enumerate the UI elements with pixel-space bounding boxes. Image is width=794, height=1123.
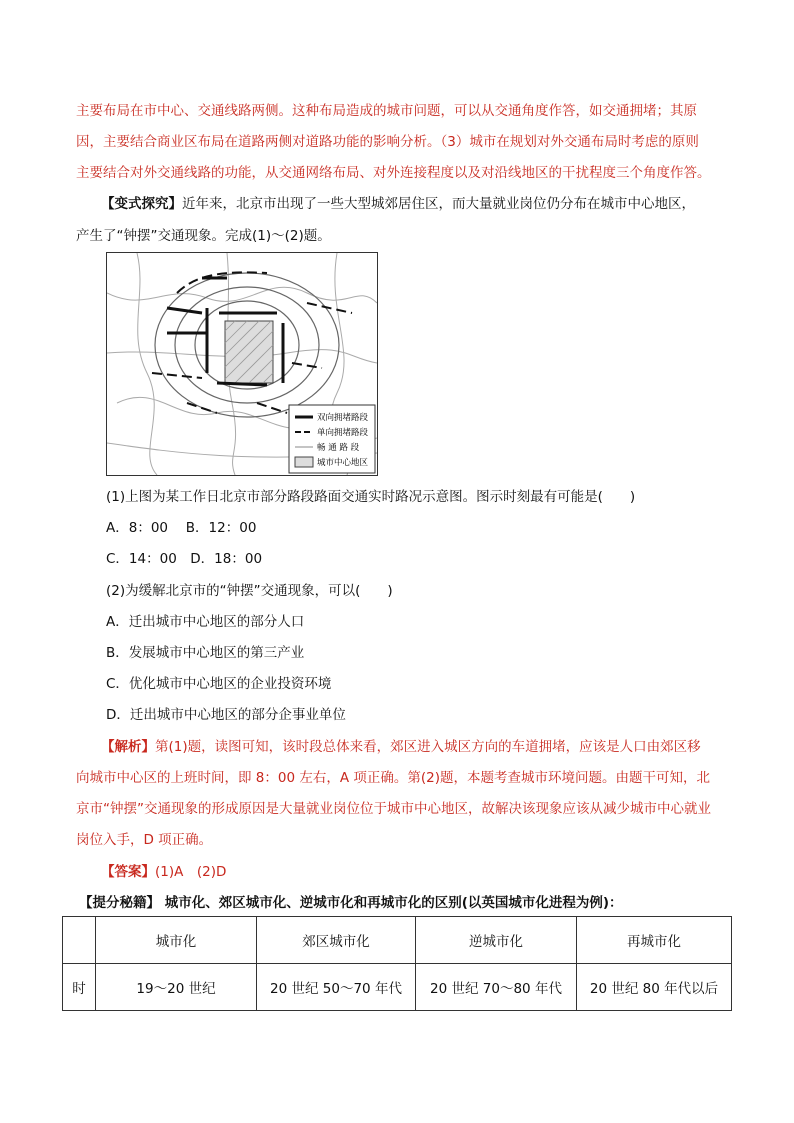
traffic-map-drawing: [107, 253, 377, 475]
question-2-stem: (2)为缓解北京市的“钟摆”交通现象，可以( ): [106, 583, 393, 599]
tips-heading: [79, 893, 729, 913]
table-header-cell: 城市化: [96, 917, 257, 964]
legend-smooth: 畅 通 路 段: [317, 443, 360, 453]
question-2-option-d: D．迁出城市中心地区的部分企事业单位: [106, 707, 346, 723]
table-cell: 20 世纪 70～80 年代: [416, 964, 577, 1011]
table-cell: 19～20 世纪: [96, 964, 257, 1011]
answer-line: [101, 862, 751, 882]
legend-one-way: 单向拥堵路段: [317, 428, 369, 438]
answer-text: (1)A (2)D: [155, 864, 227, 880]
table-row: [63, 964, 732, 1011]
paragraph-line: 主要结合对外交通线路的功能，从交通网络布局、对外连接程度以及对沿线地区的干扰程度三个角度作答。: [76, 165, 711, 181]
legend-city-centre: 城市中心地区: [317, 458, 369, 468]
analysis-line-2: 向城市中心区的上班时间，即 8：00 左右，A 项正确。第(2)题，本题考查城市环境问题。由题干可知，北: [76, 770, 710, 786]
analysis-line-1: [101, 737, 751, 757]
question-2-option-c: C．优化城市中心地区的企业投资环境: [106, 676, 332, 692]
table-header-cell: 再城市化: [577, 917, 732, 964]
question-1-options-row2: C．14：00 D．18：00: [106, 551, 263, 567]
variant-tag: 【变式探究】: [101, 196, 182, 212]
analysis-line-4: 岗位入手，D 项正确。: [76, 832, 213, 848]
question-1-stem: (1)上图为某工作日北京市部分路段路面交通实时路况示意图。图示时刻最有可能是( ): [106, 489, 636, 505]
variant-intro: [101, 194, 751, 214]
table-header-row: [63, 917, 732, 964]
tips-tag: 【提分秘籍】: [79, 895, 160, 911]
question-1-options-row1: A．8：00 B．12：00: [106, 520, 257, 536]
tips-text: 城市化、郊区城市化、逆城市化和再城市化的区别(以英国城市化进程为例)：: [160, 895, 623, 911]
legend-two-way: 双向拥堵路段: [317, 413, 369, 423]
analysis-line-3: 京市“钟摆”交通现象的形成原因是大量就业岗位位于城市中心地区，故解决该现象应该从减少城市中心就业: [76, 801, 711, 817]
table-cell: 20 世纪 50～70 年代: [257, 964, 416, 1011]
table-header-cell: [63, 917, 96, 964]
question-2-option-b: B．发展城市中心地区的第三产业: [106, 645, 305, 661]
map-legend: [289, 405, 375, 473]
table-cell: 20 世纪 80 年代以后: [577, 964, 732, 1011]
answer-tag: 【答案】: [101, 864, 155, 880]
table-header-cell: 逆城市化: [416, 917, 577, 964]
urbanization-table: [62, 916, 732, 1011]
analysis-tag: 【解析】: [101, 739, 155, 755]
variant-text: 近年来，北京市出现了一些大型城郊居住区，而大量就业岗位仍分布在城市中心地区，: [182, 196, 695, 212]
question-2-option-a: A．迁出城市中心地区的部分人口: [106, 614, 305, 630]
variant-text-2: 产生了“钟摆”交通现象。完成(1)～(2)题。: [76, 228, 331, 244]
table-cell: 时: [63, 964, 96, 1011]
table-header-cell: 郊区城市化: [257, 917, 416, 964]
paragraph-line: 主要布局在市中心、交通线路两侧。这种布局造成的城市问题，可以从交通角度作答，如交通拥堵；其原: [76, 103, 697, 119]
traffic-map: [106, 252, 378, 476]
paragraph-line: 因，主要结合商业区布局在道路两侧对道路功能的影响分析。（3）城市在规划对外交通布局时考虑的原则: [76, 134, 699, 150]
analysis-text: 第(1)题，读图可知，该时段总体来看，郊区进入城区方向的车道拥堵，应该是人口由郊区移: [155, 739, 701, 755]
